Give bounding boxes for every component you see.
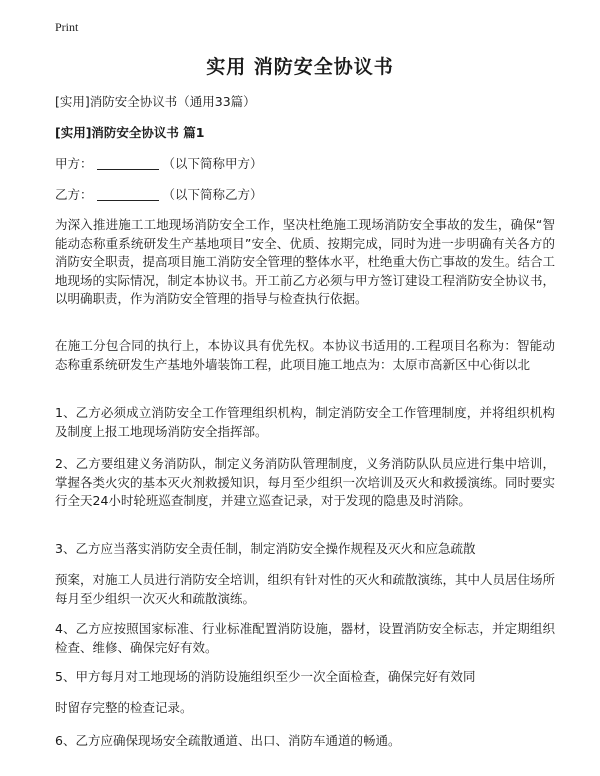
party-a-suffix: （以下简称甲方） <box>162 156 263 171</box>
party-a-line <box>55 154 555 174</box>
paragraph-scope: 在施工分包合同的执行上，本协议具有优先权。本协议书适用的.工程项目名称为：智能动态称重系统研发生产基地外墙装饰工程，此项目施工地点为：太原市高新区中心街以北 <box>55 338 555 372</box>
paragraph-clause-2: 2、乙方要组建义务消防队，制定义务消防队管理制度，义务消防队队员应进行集中培训，掌握各类火灾的基本灭火剂救援知识，每月至少组织一次培训及灭火和救援演练。同时要实行全天24小时轮班巡查制度，并建立巡查记录，对于发现的隐患及时消除。 <box>55 456 556 508</box>
section-heading: [实用]消防安全协议书 篇1 <box>55 125 205 140</box>
party-b-label: 乙方： <box>55 187 93 202</box>
paragraph-clause-6: 6、乙方应确保现场安全疏散通道、出口、消防车通道的畅通。 <box>55 733 401 748</box>
paragraph-clause-5: 5、甲方每月对工地现场的消防设施组织至少一次全面检查，确保完好有效同 <box>55 669 476 684</box>
document-subtitle: [实用]消防安全协议书（通用33篇） <box>55 94 256 109</box>
paragraph-intro: 为深入推进施工工地现场消防安全工作，坚决杜绝施工现场消防安全事故的发生，确保“智能动态称重系统研发生产基地项目”安全、优质、按期完成，同时为进一步明确有关各方的消防安全职责，提高项目施工消防安全管理的整体水平，杜绝重大伤亡事故的发生。结合工地现场的实际情况，制定本协议书。开工前乙方必须与甲方签订建设工程消防安全协议书，以明确职责，作为消防安全管理的指导与检查执行依据。 <box>55 217 556 306</box>
paragraph-clause-5-cont: 时留存完整的检查记录。 <box>55 700 193 715</box>
party-b-line <box>55 185 555 205</box>
print-link[interactable]: Print <box>55 20 79 34</box>
paragraph-clause-1: 1、乙方必须成立消防安全工作管理组织机构，制定消防安全工作管理制度，并将组织机构及制度上报工地现场消防安全指挥部。 <box>55 405 555 439</box>
paragraph-clause-3-cont: 预案，对施工人员进行消防安全培训，组织有针对性的灭火和疏散演练，其中人员居住场所每月至少组织一次灭火和疏散演练。 <box>55 572 556 606</box>
document-title: 实用 消防安全协议书 <box>206 56 394 78</box>
party-a-label: 甲方： <box>55 156 93 171</box>
paragraph-clause-3: 3、乙方应当落实消防安全责任制，制定消防安全操作规程及灭火和应急疏散 <box>55 541 476 556</box>
party-a-blank <box>97 155 159 170</box>
party-b-blank <box>97 186 159 201</box>
paragraph-clause-4: 4、乙方应按照国家标准、行业标准配置消防设施，器材，设置消防安全标志，并定期组织检查、维修、确保完好有效。 <box>55 621 555 655</box>
party-b-suffix: （以下简称乙方） <box>162 187 263 202</box>
